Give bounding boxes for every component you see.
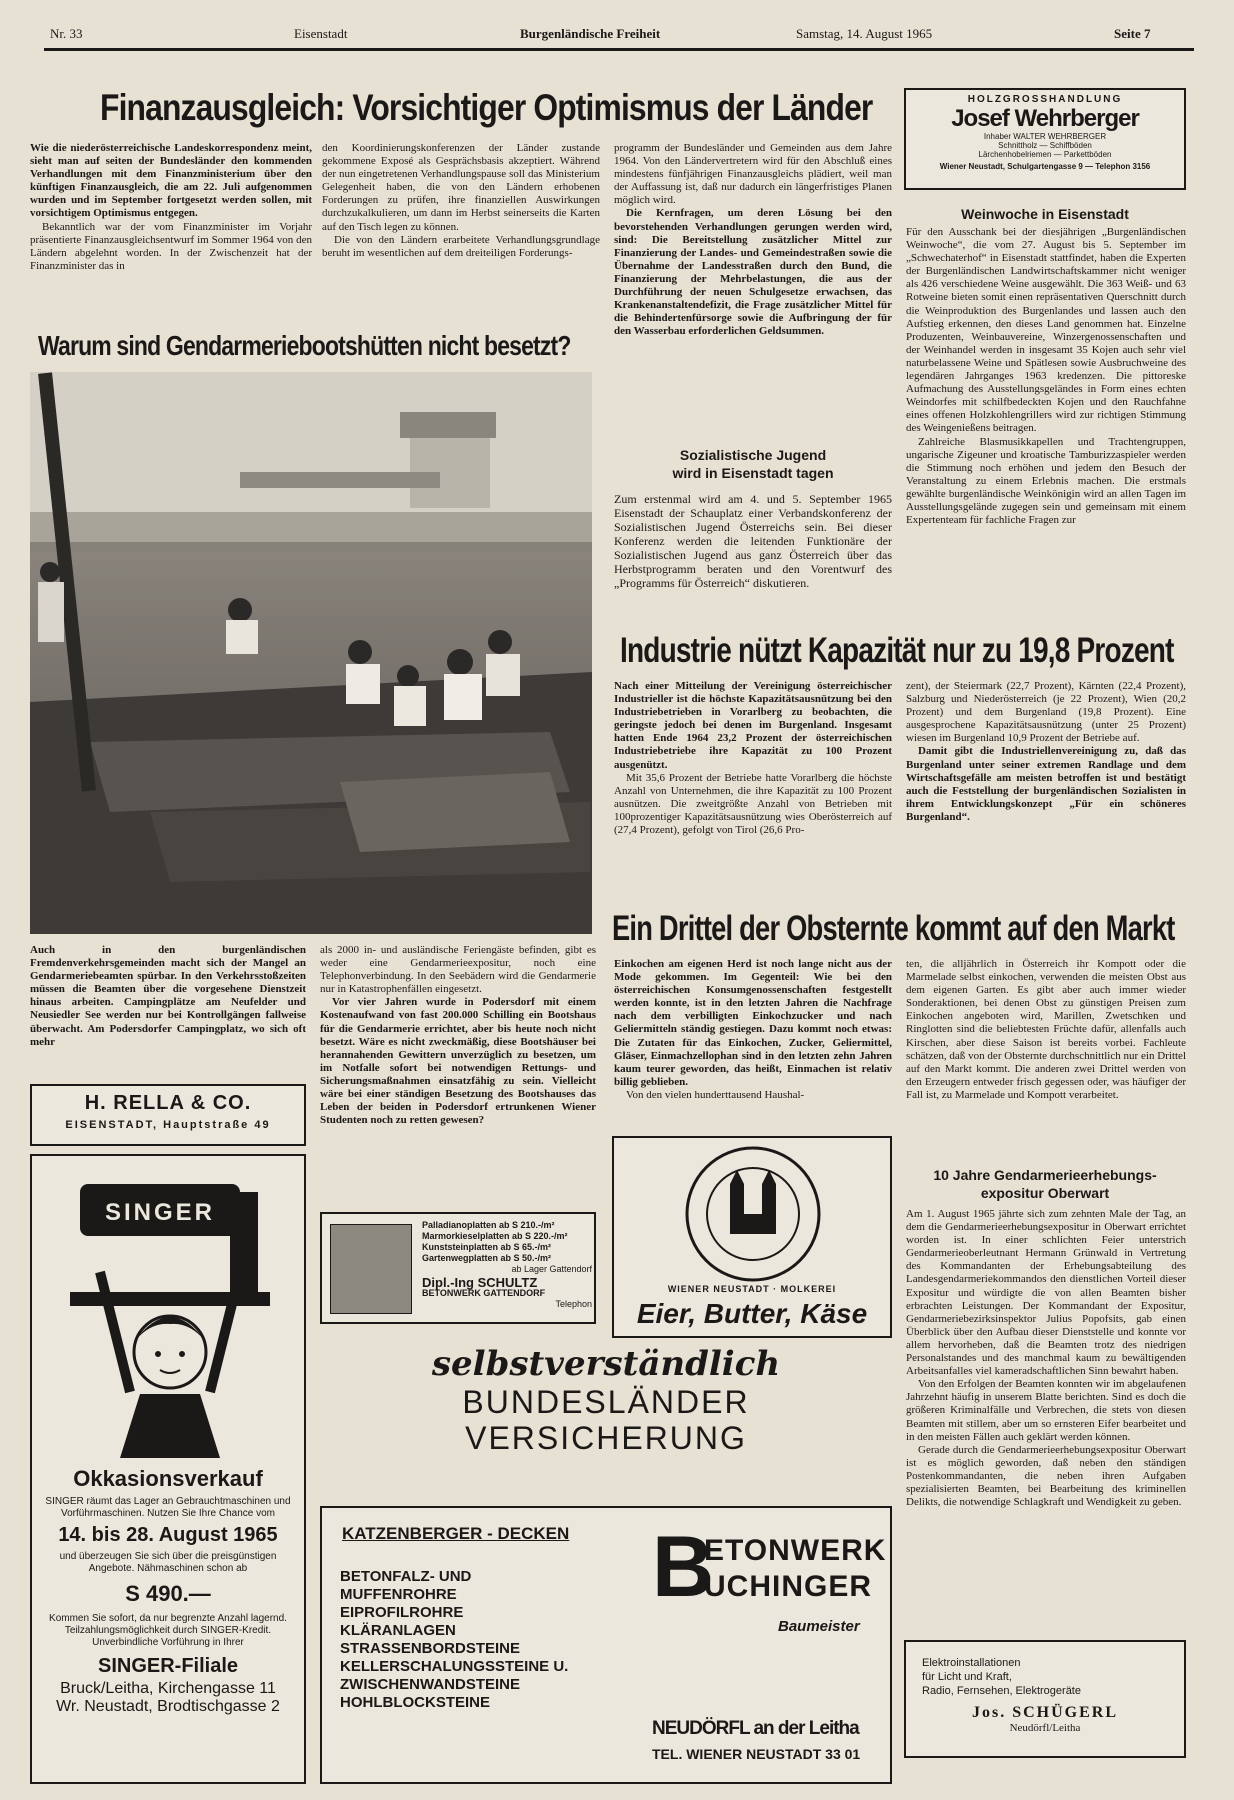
schultz-row-1: Palladianoplatten ab S 210.-/m² bbox=[422, 1220, 555, 1230]
betonwerk-line2: UCHINGER bbox=[704, 1570, 873, 1603]
schultz-price-list bbox=[422, 1220, 592, 1310]
gendarm-column-1: Auch in den burgenländischen Fremdenverkehrsgemeinden macht sich der Mangel an Gendarmeriebeamten spürbar. In den Verkehrsstoßzeiten müssen die Beamten über die vorgesehene Dienstzeit hinaus arbeiten. Campingplätze am Neufelder und Neusiedler See werden nur bei Kontrollgängen fallweise überwacht. Am Podersdorfer Campingplatz, wo sich oft mehr bbox=[30, 944, 306, 1048]
industrie-column-1 bbox=[614, 680, 892, 837]
molkerei-slogan: Eier, Butter, Käse bbox=[636, 1298, 868, 1329]
sozjugend-title-line2: wird in Eisenstadt tagen bbox=[672, 465, 834, 481]
ad-schuegerl bbox=[904, 1640, 1186, 1758]
expositur-title-line1: 10 Jahre Gendarmerieerhebungs- bbox=[933, 1167, 1157, 1183]
finanz-c2-p1: den Koordinierungskonferenzen der Länder zustande gekommene Exposé als Gesprächsbasis akzeptiert. Während der nun eingetretenen Verhandlungspause soll das Ministerium Gelegenheit haben, die von den Ländern erhobenen Forderungen zu prüfen, ihre finanziellen Auswirkungen durchzukalkulieren, um dann im Herbst seinerseits die Karten auf den Tisch legen zu können. bbox=[322, 142, 600, 233]
singer-price: S 490.— bbox=[125, 1581, 211, 1606]
weinwoche-body bbox=[906, 226, 1186, 527]
singer-text-3: Kommen Sie sofort, da nur begrenzte Anzahl lagernd. Teilzahlungsmöglichkeit durch SINGER-Kredit. Unverbindliche Vorführung in Ihrer bbox=[49, 1613, 287, 1648]
headline-obsternte: Ein Drittel der Obsternte kommt auf den Markt bbox=[612, 909, 1175, 948]
ad-schultz bbox=[320, 1212, 596, 1324]
schuegerl-line2: für Licht und Kraft, bbox=[922, 1671, 1012, 1683]
molkerei-ring-label: MOLKEREI bbox=[780, 1284, 837, 1294]
katzenberger-item: KELLERSCHALUNGSSTEINE U. bbox=[340, 1658, 569, 1675]
weinwoche-title: Weinwoche in Eisenstadt bbox=[961, 206, 1129, 222]
katzenberger-item: STRASSENBORDSTEINE bbox=[340, 1640, 521, 1657]
ad-wehrberger bbox=[904, 88, 1186, 190]
industrie-c2-p1: zent), der Steiermark (22,7 Prozent), Kärnten (22,4 Prozent), Salzburg und Niederösterreich (je 22 Prozent), Wien (20,2 Prozent) und dem Burgenland (19,8 Prozent). Eine ausgesprochene Kapazitätsausnützung (unter 25 Prozent) wiesen im Burgenland 10,9 Prozent der Betriebe auf. bbox=[906, 680, 1186, 745]
expositur-title bbox=[904, 1166, 1186, 1202]
weinwoche-p1: Für den Ausschank bei der diesjährigen „Burgenländischen Weinwoche“, die vom 27. August bis 5. September im „Schwechaterhof“ in Eisenstadt stattfindet, haben die Experten der Burgenländischen Landwirtschaftskammer nicht weniger als 426 verschiedene Weine ausgewählt. Die 363 Weiß- und 63 Rotweine bieten somit einen repräsentativen Querschnitt durch die Weinproduktion des Burgenlandes und lassen auch den Aufstieg erkennen, den dieses Land genommen hat. Einzelne Produzenten, Weinbauvereine, Winzergenossenschaften und der Weinhandel werden in insgesamt 35 Kojen auch sehr viel naturbelassene Weine und Spätlesen sowie Ausbruchweine des legendären Jahrganges 1963 kredenzen. Die pittoreske Aufmachung des Ausstellungsgeländes in Form eines echten Weindorfes mit schilfbedeckten Kojen und den Rauchfahne eines offenen Holzkohlengrillers wird zur richtigen Stimmung des Weingenießens beitragen. bbox=[906, 226, 1186, 435]
schuegerl-line1: Elektroinstallationen bbox=[922, 1657, 1021, 1669]
ad-wehrberger-line1: HOLZGROSSHANDLUNG bbox=[967, 94, 1123, 105]
katzenberger-title: KATZENBERGER - DECKEN bbox=[342, 1524, 570, 1543]
versicherung-line2: VERSICHERUNG bbox=[465, 1420, 747, 1456]
finanz-lead: Wie die niederösterreichische Landeskorrespondenz meint, sieht man auf seiten der Bundesländer den kommenden Verhandlungen mit dem Finanzministerium über den künftigen Finanzausgleich, die am 22. Juli aufgenommen wurden und im September fortgesetzt werden sollen, mit vorsichtigem Optimismus entgegen. bbox=[30, 142, 312, 220]
ad-katzenberger bbox=[320, 1506, 892, 1784]
ad-versicherung bbox=[320, 1344, 892, 1464]
header-rule bbox=[44, 48, 1194, 51]
header-city: Eisenstadt bbox=[294, 26, 348, 41]
obst-column-2: ten, die alljährlich in Österreich ihr Kompott oder die Marmelade selbst einkochen, verwenden die meisten Obst aus dem eigenen Garten. Es gibt aber auch immer wieder Sonderaktionen, bei denen Obst zu günstigen Preisen zum Einkochen angeboten wird, Marillen, Zwetschken und Ringlotten sind die beliebtesten Früchte dafür, allenfalls auch Kirschen, aber diese Saison ist bereits vorbei. Fachleute schätzen, daß von der Obsternte durchschnittlich nur ein Drittel auf den Markt kommt. Die anderen zwei Drittel werden von den Erzeugern entweder frisch gegessen oder, was häufiger der Fall ist, zu Marmelade und Kompott verarbeitet. bbox=[906, 958, 1186, 1101]
singer-filiale: SINGER-Filiale bbox=[97, 1655, 239, 1677]
gendarm-c2-p2: Vor vier Jahren wurde in Podersdorf mit einem Kostenaufwand von fast 200.000 Schilling ein Bootshaus für die Gendarmerie errichtet, aber bis heute noch nicht besetzt. Wäre es nicht zweckmäßig, diese Bootshäuser bei herannahenden Gewittern unverzüglich zu besetzen, um im Notfalle sofort bei notwendigen Rettungs- und Sicherungsmaßnahmen einsatzfähig zu sein. Vielleicht wäre bei einer ständigen Besetzung des Bootshauses das Leben der beiden in Podersdorf ertrunkenen Wiener Studenten noch zu retten gewesen? bbox=[320, 996, 596, 1127]
schultz-row-5: ab Lager Gattendorf bbox=[511, 1264, 592, 1274]
ad-rella-address: EISENSTADT, Hauptstraße 49 bbox=[65, 1119, 271, 1131]
singer-address-1: Bruck/Leitha, Kirchengasse 11 bbox=[60, 1680, 276, 1697]
katzenberger-item: ZWISCHENWANDSTEINE bbox=[340, 1676, 520, 1693]
schultz-name: Dipl.-Ing SCHULTZ bbox=[422, 1275, 538, 1290]
finanz-c3-p1: programm der Bundesländer und Gemeinden aus dem Jahre 1964. Von den Ländervertretern wird für den Abschluß eines mindestens fünfjährigen Finanzausgleichs plädiert, weil man der Auffassung ist, daß nur dadurch ein längerfristiges Planen möglich wird. bbox=[614, 142, 892, 207]
header-date: Samstag, 14. August 1965 bbox=[796, 26, 933, 41]
katzenberger-item: EIPROFILROHRE bbox=[340, 1604, 464, 1621]
expositur-p3: Gerade durch die Gendarmerieerhebungsexpositur Oberwart ist es möglich geworden, daß neben den ständigen Postenkommandanten, die neben ihren Aufgaben spezialisierten Beamten, bei Bearbeitung des kriminellen Delikts, die notwendige Schlagkraft und Wendigkeit zu geben. bbox=[906, 1443, 1186, 1509]
industrie-c1-p2: Mit 35,6 Prozent der Betriebe hatte Vorarlberg die höchste Anzahl von Unternehmen, die ihre Kapazität zu 100 Prozent ausnützen. Die zweitgrößte Anzahl von Betrieben mit 100prozentiger Kapazitätsausnützung wies Oberösterreich auf (27,4 Prozent), gefolgt von Tirol (26,6 Pro- bbox=[614, 771, 892, 837]
molkerei-ring-city: WIENER NEUSTADT bbox=[667, 1284, 770, 1294]
ad-singer bbox=[30, 1154, 306, 1784]
issue-number: Nr. 33 bbox=[50, 26, 83, 41]
obst-c1-p2: Von den vielen hunderttausend Haushal- bbox=[626, 1088, 805, 1101]
obst-c1-p1: Einkochen am eigenen Herd ist noch lange nicht aus der Mode gekommen. Im Gegenteil: Wie bei den österreichischen Konsumgenossenschaften festgestellt werden konnte, ist in den letzten Jahren die Nachfrage nach dem verbilligten Einkochzucker und nach Geliermitteln ständig gestiegen. Dazu kommt noch etwas: Die Zutaten für das Einkochen, Zucker, Geliermittel, Gläser, Einmachzellophan sind in den letzten zehn Jahren kaum teurer geworden, das heißt, Einmachen ist relativ billig geblieben. bbox=[614, 958, 892, 1088]
ad-wehrberger-address: Wiener Neustadt, Schulgartengasse 9 — Telephon 3156 bbox=[939, 162, 1151, 171]
industrie-column-2 bbox=[906, 680, 1186, 824]
headline-industrie: Industrie nützt Kapazität nur zu 19,8 Prozent bbox=[620, 631, 1174, 670]
photo-drawing bbox=[30, 372, 592, 934]
ad-wehrberger-owner: Inhaber WALTER WEHRBERGER bbox=[983, 132, 1107, 141]
ad-wehrberger-line4: Schnittholz — Schiffböden bbox=[998, 141, 1092, 150]
expositur-p1: Am 1. August 1965 jährte sich zum zehnten Male der Tag, an dem die Gendarmerieerhebungsexpositur in Oberwart errichtet worden ist. In einer schlichten Feier unterstrich Gendarmerieoberleutnant Hermann Grünwald in Vertretung des Kommandanten der Erhebungsabteilung des Landesgendarmeriekommandos den dienstlichen Vorteil dieser Expositur und würdigte die von allen Beamten bisher erbrachten Leistungen. Der Kommandant der Expositur, Gendarmeriebezirksinspektor Julius Popofsits, gab einen Überblick über den Aufbau dieser Dienststelle und konnte vor allem hervorheben, daß die Beamten trotz des niedrigen Personalstandes und des manchmal kaum zu bewältigenden Arbeitsanfalles viel kameradschaftlichen Sinn bewahrt haben. bbox=[906, 1208, 1186, 1378]
versicherung-script: selbstverständlich bbox=[431, 1344, 781, 1384]
obst-column-1 bbox=[614, 958, 892, 1102]
katzenberger-product-list bbox=[340, 1568, 568, 1712]
versicherung-line1: BUNDESLÄNDER bbox=[462, 1384, 750, 1420]
ad-rella-name: H. RELLA & CO. bbox=[84, 1092, 252, 1114]
betonwerk-line1: ETONWERK bbox=[704, 1534, 887, 1567]
schuegerl-town: Neudörfl/Leitha bbox=[1009, 1722, 1081, 1734]
expositur-title-line2: expositur Oberwart bbox=[980, 1185, 1110, 1201]
singer-text-1: SINGER räumt das Lager an Gebrauchtmaschinen und Vorführmaschinen. Nutzen Sie Ihre Chance vom bbox=[45, 1496, 291, 1519]
schultz-row-3: Kunststeinplatten ab S 65.-/m² bbox=[422, 1242, 552, 1252]
schultz-tile-image bbox=[330, 1224, 412, 1314]
singer-address-2: Wr. Neustadt, Brodtischgasse 2 bbox=[56, 1698, 280, 1715]
katzenberger-item: KLÄRANLAGEN bbox=[340, 1622, 456, 1639]
header-paper-name: Burgenländische Freiheit bbox=[520, 26, 661, 41]
finanz-column-1 bbox=[30, 142, 312, 273]
industrie-c1-p1: Nach einer Mitteilung der Vereinigung österreichischer Industrieller ist die höchste Kapazitätsausnützung bei den Industriebetrieben in Vorarlberg zu beobachten, die geringste jedoch bei denen im Burgenland. Insgesamt hatten Ende 1964 23,2 Prozent der österreichischen Industriebetriebe ihre Kapazität zu 100 Prozent ausgenützt. bbox=[614, 680, 892, 771]
sozjugend-title-line1: Sozialistische Jugend bbox=[679, 447, 827, 463]
katzenberger-item: MUFFENROHRE bbox=[340, 1586, 457, 1603]
gendarm-column-2 bbox=[320, 944, 596, 1127]
singer-title: Okkasionsverkauf bbox=[73, 1466, 263, 1491]
molkerei-ring-text: WIENER NEUSTADT · MOLKEREI bbox=[667, 1284, 837, 1294]
betonwerk-town: NEUDÖRFL an der Leitha bbox=[652, 1718, 859, 1739]
finanz-column-3 bbox=[614, 142, 892, 338]
industrie-c2-p2: Damit gibt die Industriellenvereinigung zu, daß das Burgenland unter seiner extremen Randlage und dem Wirtschaftsgefälle am meisten betroffen ist und bestätigt auch die Feststellung der burgenländischen Sozialisten in ihrem Entwicklungskonzept „Für ein schöneres Burgenland“. bbox=[906, 745, 1186, 823]
photo-lake-boathouse bbox=[30, 372, 592, 934]
sozjugend-body: Zum erstenmal wird am 4. und 5. September 1965 Eisenstadt der Schauplatz einer Verbandskonferenz der Sozialistischen Jugend Österreichs sein. Bei dieser Konferenz werden die leitenden Funktionäre der Sozialistischen Jugend aus ganz Österreich über das Herbstprogramm beraten und den Vorentwurf des „Programms für Österreich“ diskutieren. bbox=[614, 492, 892, 590]
schultz-tel: Telephon bbox=[555, 1299, 592, 1309]
betonwerk-baumeister: Baumeister bbox=[778, 1618, 860, 1635]
gendarm-c2-p1: als 2000 in- und ausländische Feriengäste befinden, gibt es weder eine Gendarmerieexpositur, noch eine Telephonverbindung. In den Seebädern wird die Gendarmerie nur in Katastrophenfällen eingesetzt. bbox=[320, 944, 596, 996]
sozjugend-title bbox=[614, 446, 892, 482]
singer-sewing-machine-illustration bbox=[40, 1162, 298, 1462]
expositur-p2: Von den Erfolgen der Beamten konnten wir im abgelaufenen Jahrzehnt häufig in unserem Blatte berichten. Sind es doch die größeren Kriminalfälle und Verbrechen, die stets von diesen Beamten mit stillem, aber um so ernsteren Eifer bearbeitet und in den meisten Fällen auch geklärt werden können. bbox=[906, 1378, 1186, 1443]
page-number: Seite 7 bbox=[1114, 26, 1151, 41]
katzenberger-item: BETONFALZ- UND bbox=[340, 1568, 472, 1585]
finanz-c3-p2: Die Kernfragen, um deren Lösung bei den bevorstehenden Verhandlungen gerungen werden wird, sind: Die Bereitstellung zusätzlicher Mittel zur Finanzierung der Landes- und Gemeindestraßen sowie die Übernahme der Landesstraßen durch den Bund, die Finanzierung der Mehrbelastungen, die aus der Durchführung der neuen Schulgesetze erwachsen, das Krankenanstaltendefizit, die Frage zusätzlicher Mittel für die Behindertenfürsorge sowie die Aufbringung der für den Wasserbau erforderlichen Geldsummen. bbox=[614, 207, 892, 338]
finanz-p2: Bekanntlich war der vom Finanzminister im Vorjahr präsentierte Finanzausgleichsentwurf im Sommer 1964 von den Ländern abgelehnt worden. In der Zwischenzeit hat der Finanzminister das in bbox=[30, 220, 312, 272]
headline-gendarmerie-boot: Warum sind Gendarmeriebootshütten nicht besetzt? bbox=[38, 330, 571, 361]
expositur-body bbox=[906, 1208, 1186, 1509]
betonwerk-phone: TEL. WIENER NEUSTADT 33 01 bbox=[652, 1746, 861, 1762]
headline-finanzausgleich: Finanzausgleich: Vorsichtiger Optimismus der Länder bbox=[100, 87, 873, 128]
katzenberger-item: HOHLBLOCKSTEINE bbox=[340, 1694, 490, 1711]
schuegerl-line3: Radio, Fernsehen, Elektrogeräte bbox=[922, 1685, 1081, 1697]
ad-wehrberger-line5: Lärchenhobelriemen — Parkettböden bbox=[978, 150, 1112, 159]
schuegerl-name: Jos. SCHÜGERL bbox=[971, 1704, 1119, 1721]
singer-dates: 14. bis 28. August 1965 bbox=[58, 1524, 278, 1546]
singer-brand-text: SINGER bbox=[104, 1199, 216, 1226]
ad-rella bbox=[30, 1084, 306, 1146]
ad-molkerei bbox=[612, 1136, 892, 1338]
weinwoche-p2: Zahlreiche Blasmusikkapellen und Trachtengruppen, ungarische Zigeuner und kroatische Tamburizzaspieler werden die Stimmung noch erhöhen und jedem den Besuch der Veranstaltung zu einem Erlebnis machen. Die erstmals gewählte burgenländische Weinkönigin wird an allen Tagen im Ausstellungsgelände zugegen sein und gemeinsam mit einem Expertenteam für fachliche Fragen zur bbox=[906, 435, 1186, 527]
schultz-firm: BETONWERK GATTENDORF bbox=[422, 1288, 546, 1298]
betonwerk-initial-letter: B bbox=[652, 1519, 714, 1615]
molkerei-seal-logo bbox=[620, 1144, 886, 1284]
schultz-row-2: Marmorkieselplatten ab S 220.-/m² bbox=[422, 1231, 568, 1241]
finanz-column-2 bbox=[322, 142, 600, 260]
schultz-row-4: Gartenwegplatten ab S 50.-/m² bbox=[422, 1253, 552, 1263]
ad-wehrberger-name: Josef Wehrberger bbox=[951, 105, 1139, 132]
singer-text-2: und überzeugen Sie sich über die preisgünstigen Angebote. Nähmaschinen schon ab bbox=[59, 1551, 277, 1574]
finanz-c2-p2: Die von den Ländern erarbeitete Verhandlungsgrundlage beruht im wesentlichen auf dem dreiteiligen Forderungs- bbox=[322, 233, 600, 259]
